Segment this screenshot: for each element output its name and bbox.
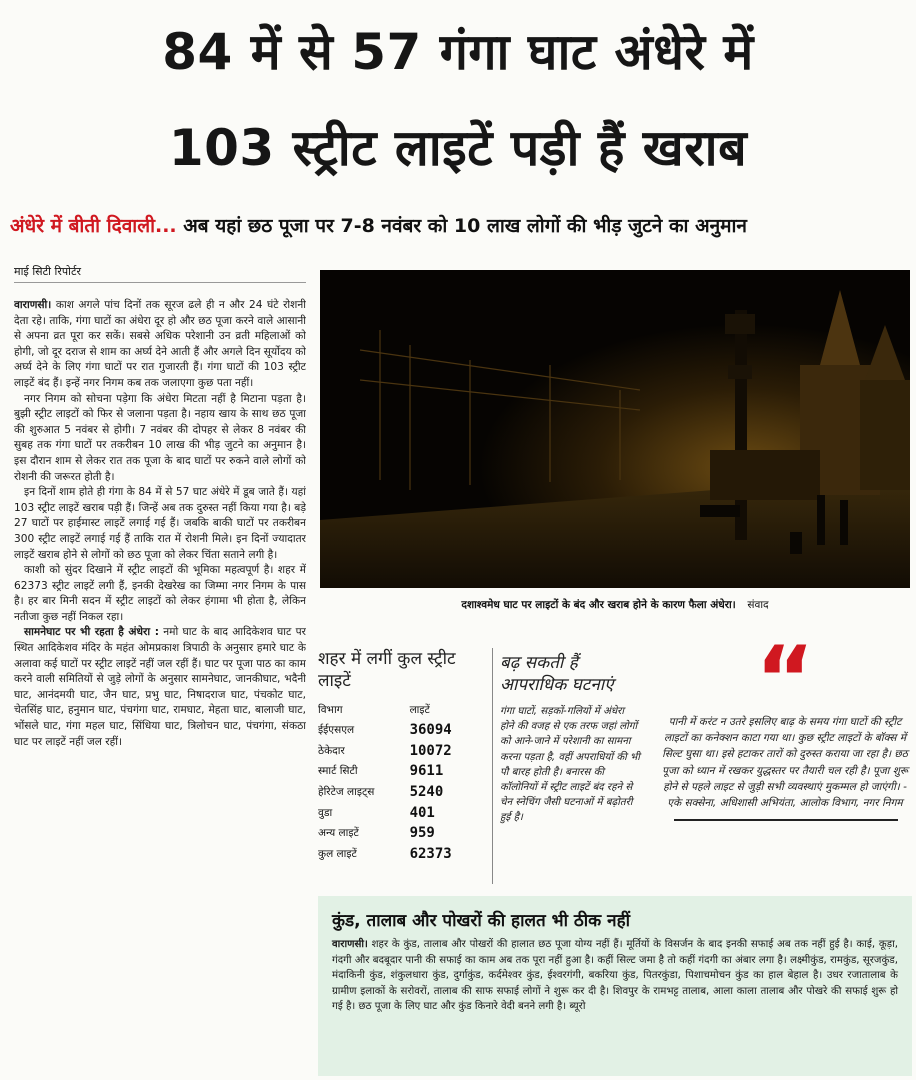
- ponds-body: [332, 937, 898, 1015]
- quote-body: पानी में करंट न उतरे इसलिए बाढ़ के समय गंगा घाटों की स्ट्रीट लाइटों का कनेक्शन काटा गया था। कुछ स्ट्रीट लाइटों के बॉक्स में सिल्ट घुसा था। इसे हटाकर तारों को दुरुस्त कराया जा रहा है। छठ पूजा को ध्यान में रखकर युद्धस्तर पर तैयारी चल रही है। पूजा शुरू होने से पहले लाइट से जुड़ी सभी व्यवस्थाएं मुकम्मल हो जाएंगी। - एके सक्सेना, अधिशासी अभियंता, आलोक विभाग, नगर निगम: [661, 716, 909, 810]
- photo-credit: संवाद: [747, 599, 769, 611]
- light-count: 62373: [409, 845, 452, 862]
- dept-name: वुडा: [318, 806, 333, 819]
- stats-header-dept: विभाग: [318, 704, 343, 716]
- table-row: [318, 741, 478, 762]
- light-count: 10072: [409, 742, 452, 759]
- crime-body: गंगा घाटों, सड़कों-गलियों में अंधेरा होने की वजह से एक तरफ जहां लोगों को आने-जाने में परेशानी का सामना करना पड़ता है, वहीं अपराधियों की भी पौ बारह होती है। बनारस की कॉलोनियों में स्ट्रीट लाइटें बंद रहने से चेन स्नेचिंग जैसी घटनाओं में बढ़ोतरी हुई है।: [500, 706, 640, 824]
- headline-line-2: 103 स्ट्रीट लाइटें पड़ी हैं खराब: [168, 119, 748, 177]
- dateline: वाराणसी।: [14, 299, 52, 311]
- dept-name: ठेकेदार: [318, 744, 345, 757]
- subheadline-red: अंधेरे में बीती दिवाली...: [10, 215, 177, 237]
- streetlight-stats-box: [318, 648, 490, 864]
- byline: माई सिटी रिपोर्टर: [14, 265, 81, 278]
- light-count: 401: [409, 804, 435, 821]
- stats-table: [318, 700, 478, 864]
- photo-caption: [330, 598, 900, 612]
- crime-title: बढ़ सकती हैं आपराधिक घटनाएं: [500, 653, 614, 695]
- paragraph-1-text: काश अगले पांच दिनों तक सूरज ढले ही न और 24 घंटे रोशनी देता रहे। ताकि, गंगा घाटों का अंधेरा दूर हो और छठ पूजा करने वाले आसानी से अपना व्रत पूरा कर सकें। सबसे अधिक परेशानी उन व्रती महिलाओं को होगी, जो दूर दराज से शाम का अर्घ्य देने आती हैं और अगले दिन सूर्योदय को अर्घ्य देने के लिए गंगा घाटों पर रात गुजारती हैं। गंगा घाटों की 103 स्ट्रीट लाइटें बंद हैं। इन्हें नगर निगम कब तक जलाएगा कुछ पता नहीं।: [14, 299, 306, 389]
- stats-header-lights: लाइटें: [409, 704, 430, 716]
- paragraph-3: इन दिनों शाम होते ही गंगा के 84 में से 57 घाट अंधेरे में डूब जाते हैं। यहां 103 स्ट्रीट लाइटें खराब पड़ी हैं। जिन्हें अब तक दुरुस्त नहीं किया गया है। बड़े 27 घाटों पर हाईमास्ट लाइटें लगाई गई हैं। जबकि बाकी घाटों पर तकरीबन 300 स्ट्रीट लाइटें लगाई गई हैं ताकि रात में रोशनी मिले। इन दिनों ज्यादातर लाइटें खराब होने से लोगों को छठ पूजा को लेकर चिंता सताने लगी है।: [14, 486, 306, 561]
- dept-name: स्मार्ट सिटी: [318, 765, 358, 778]
- ghat-night-photo: [320, 270, 910, 588]
- table-row: [318, 782, 478, 803]
- subheadline: [10, 212, 910, 238]
- headline-line-1: 84 में से 57 गंगा घाट अंधेरे में: [162, 23, 754, 81]
- paragraph-4: काशी को सुंदर दिखाने में स्ट्रीट लाइटों की भूमिका महत्वपूर्ण है। शहर में 62373 स्ट्रीट लाइटें लगी हैं, इनकी देखरेख का जिम्मा नगर निगम के पास है। हर बार मिनी सदन में स्ट्रीट लाइटों को लेकर हंगामा भी होता है, लेकिन नतीजा कुछ नहीं निकल रहा।: [14, 564, 306, 623]
- stats-title: शहर में लगीं कुल स्ट्रीट लाइटें: [318, 649, 456, 691]
- photo-caption-text: दशाश्वमेध घाट पर लाइटों के बंद और खराब होने के कारण फैला अंधेरा।: [461, 599, 736, 611]
- official-quote-box: [660, 627, 910, 821]
- subsection-lead: सामनेघाट पर भी रहता है अंधेरा :: [24, 626, 159, 639]
- dept-name: कुल लाइटें: [318, 847, 357, 860]
- table-row: [318, 761, 478, 782]
- dept-name: ईईएसएल: [318, 724, 355, 737]
- paragraph-1: [14, 298, 306, 392]
- ponds-title: कुंड, तालाब और पोखरों की हालत भी ठीक नहीं: [332, 911, 631, 931]
- quote-mark-icon: “: [755, 627, 815, 732]
- light-count: 959: [409, 825, 435, 842]
- quote-divider: [674, 819, 898, 821]
- ponds-condition-box: [318, 896, 912, 1076]
- light-count: 9611: [409, 763, 444, 780]
- ghat-photo-illustration: [320, 270, 910, 588]
- subheadline-black: अब यहां छठ पूजा पर 7-8 नवंबर को 10 लाख लोगों की भीड़ जुटने का अनुमान: [176, 215, 747, 237]
- paragraph-5: [14, 625, 306, 750]
- table-row: [318, 823, 478, 844]
- dept-name: हेरिटेज लाइट्स: [318, 786, 375, 799]
- byline-divider: [14, 282, 306, 283]
- dept-name: अन्य लाइटें: [318, 827, 359, 840]
- column-divider: [492, 648, 493, 884]
- crime-box: [500, 652, 640, 826]
- stats-header-row: [318, 700, 478, 720]
- paragraph-2: नगर निगम को सोचना पड़ेगा कि अंधेरा मिटता नहीं है मिटाना पड़ता है। बुझी स्ट्रीट लाइटों को फिर से जलाना पड़ता है। नहाय खाय के साथ छठ पूजा की शुरुआत 5 नवंबर से होगी। 7 नवंबर की दोपहर से लेकर 8 नवंबर की सुबह तक गंगा घाटों पर तकरीबन 10 लाख की भीड़ जुटने का अनुमान है। इस दौरान शाम से लेकर रात तक पूजा के बाद घाटों पर रुकने वाले लोगों को रोशनी की जरूरत होती है।: [14, 392, 306, 483]
- light-count: 5240: [409, 784, 444, 801]
- table-row: [318, 720, 478, 741]
- paragraph-5-text: नमो घाट के बाद आदिकेशव घाट पर स्थित आदिकेशव मंदिर के महंत ओमप्रकाश त्रिपाठी के अनुसार हमारे घाट के अलावा कई घाटों पर स्ट्रीट लाइटें नहीं जल रहीं हैं। घाट पर पूजा पाठ का काम करने वाली समितियों से जुड़े लोगों के अनुसार सामनेघाट, जानकीघाट, भदैनी घाट, आनंदमयी घाट, जैन घाट, प्रभु घाट, निषादराज घाट, पंचकोट घाट, चेतसिंह घाट, हनुमान घाट, पंचगंगा घाट, रामघाट, मेहता घाट, बालाजी घाट, भोंसले घाट, गंगा महल घाट, सिंधिया घाट, त्रिलोचन घाट, पंचगंगा, संकठा घाट पर लाइटें नहीं जल रहीं।: [14, 626, 306, 748]
- ponds-dateline: वाराणसी।: [332, 939, 368, 950]
- light-count: 36094: [409, 722, 452, 739]
- ponds-body-text: शहर के कुंड, तालाब और पोखरों की हालात छठ पूजा योग्य नहीं हैं। मूर्तियों के विसर्जन के बाद इनकी सफाई अब तक नहीं हुई है। काई, कूड़ा, गंदगी और बदबूदार पानी की सफाई का काम अब तक पूरा नहीं हुआ है। कहीं सिल्ट जमा है तो कहीं गंदगी का अंबार लगा है। लक्ष्मीकुंड, रामकुंड, सूरजकुंड, मंदाकिनी कुंड, शंकुलधारा कुंड, दुर्गाकुंड, कर्दमेश्वर कुंड, ईश्वरगंगी, बकरिया कुंड, पितरकुंडा, पिशाचमोचन कुंड का हाल बेहाल है। उधर रजातालाब के ग्रामीण इलाकों के सरोवरों, तालाब की साफ सफाई लोगों ने शुरू कर दी है। शिवपुर के रामभट्ट तालाब, आला काला तालाब और पोखरे की सफाई शुरू हो गई है। छठ पूजा के लिए घाट और कुंड किनारे वेदी बनने लगी है। ब्यूरो: [332, 939, 898, 1013]
- table-row: [318, 802, 478, 823]
- main-article-body: [14, 298, 306, 1076]
- table-row: [318, 844, 478, 865]
